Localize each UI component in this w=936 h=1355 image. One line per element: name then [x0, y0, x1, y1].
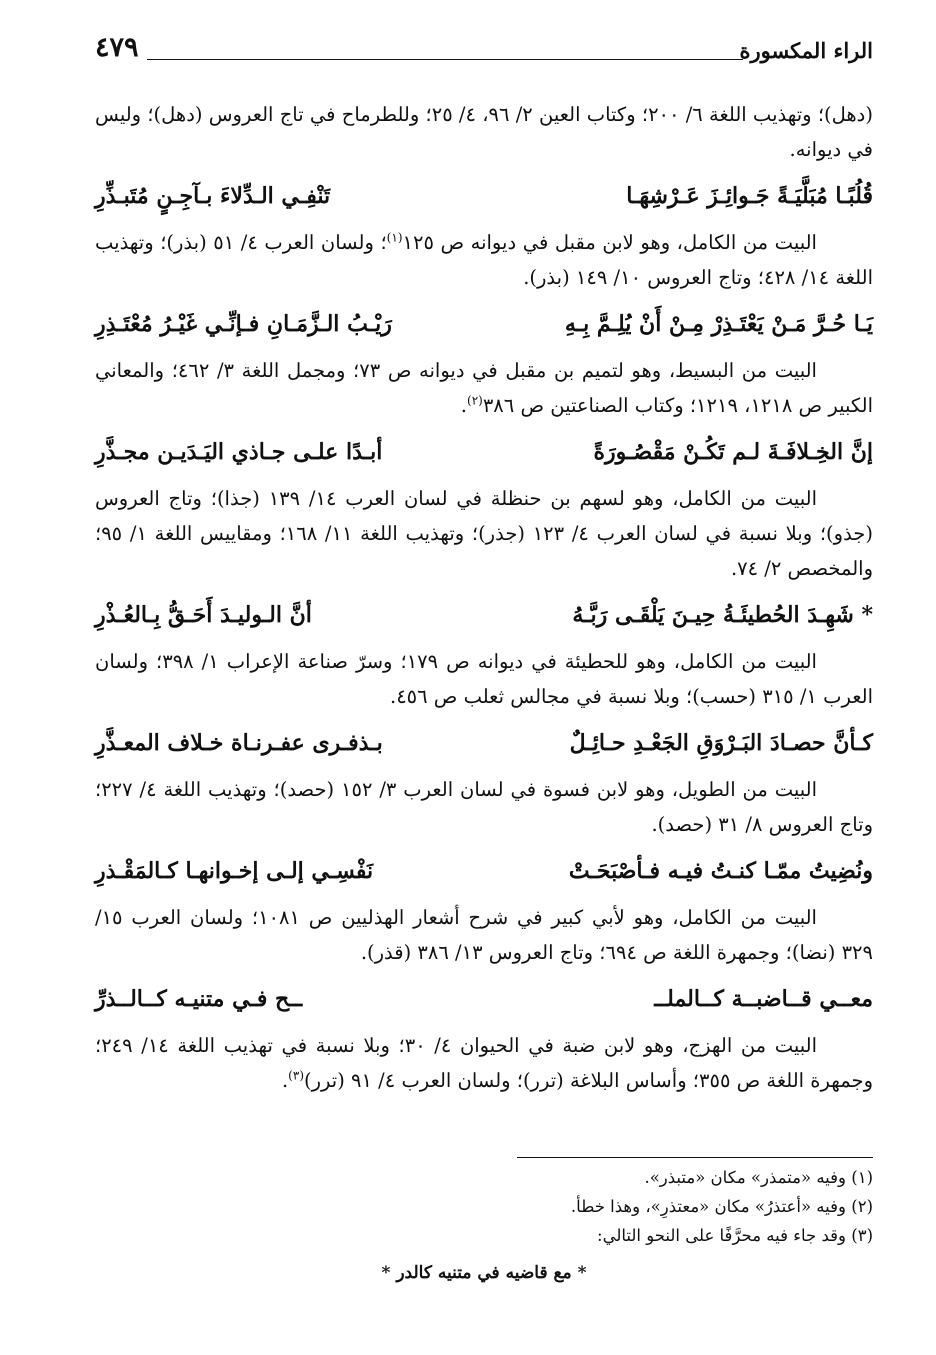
verse-second-hemistich: تَنْفِـي الـدِّلاءَ بـآجِـنٍ مُتَبـذِّرِ — [95, 183, 331, 209]
verse-second-hemistich: ــح فـي متنيـه كــالــذرِّ — [95, 986, 303, 1012]
source-paragraph — [95, 1028, 873, 1098]
verse-first-hemistich: إنَّ الخِـلافَـةَ لـم تَكُـنْ مَقْصُـورَةً — [593, 439, 873, 465]
verse-second-hemistich: نَفْسِـي إلـى إخـوانهـا كـالمَقْـذرِ — [95, 858, 374, 884]
footnote-verse: * مع قاضيه في متنيه كالدر * — [381, 1263, 587, 1283]
page-body — [95, 97, 873, 1098]
verse — [95, 167, 873, 225]
source-text: البيت من الكامل، وهو لابن مقبل في ديوانه ص ١٢٥ — [402, 231, 817, 254]
verse — [95, 842, 873, 900]
footnote-ref: (١) — [386, 230, 403, 245]
source-text: البيت من الهزج، وهو لابن ضبة في الحيوان ٤/ ٣٠؛ وبلا نسبة في تهذيب اللغة ١٤/ ٢٤٩؛ وجمهرة اللغة ص ٣٥٥؛ وأساس البلاغة (ترر)؛ ولسان العرب ٤/ ٩١ (ترر) — [95, 1034, 873, 1092]
source-paragraph: البيت من الطويل، وهو لابن فسوة في لسان العرب ٣/ ١٥٢ (حصد)؛ وتهذيب اللغة ٤/ ٢٢٧؛ وتاج العروس ٨/ ٣١ (حصد). — [95, 778, 873, 836]
verse-first-hemistich: قُلُبًـا مُبَلَّيَـةً جَـوائِـزَ عَـرْشِهَـا — [626, 183, 873, 209]
source-paragraph: (دهل)؛ وتهذيب اللغة ٦/ ٢٠٠؛ وكتاب العين ٢/ ٩٦، ٤/ ٢٥؛ وللطرماح في تاج العروس (دهل)؛ وليس في ديوانه. — [95, 103, 873, 161]
footnote: (٣) وقد جاء فيه محرَّفًا على النحو التالي: — [597, 1226, 873, 1245]
footnote-rule — [517, 1157, 873, 1158]
source-paragraph — [95, 225, 873, 295]
source-text: . — [460, 394, 467, 417]
verse-second-hemistich: بـذفـرى عفـرنـاة خـلاف المعـذَّرِ — [95, 730, 383, 756]
verse — [95, 423, 873, 481]
page-number: ٤٧٩ — [95, 32, 139, 63]
footnotes — [95, 1163, 873, 1290]
verse-second-hemistich: أنَّ الـوليـدَ أَحَـقُّ بِـالعُـذْرِ — [95, 602, 312, 628]
verse-first-hemistich: يَـا حُـرَّ مَـنْ يَعْتَـذِرْ مِـنْ أَنْ يُلِـمَّ بِـهِ — [564, 311, 873, 337]
source-text: . — [281, 1069, 289, 1092]
page-header — [95, 32, 873, 76]
verse-first-hemistich: * شَهِـدَ الحُطيئَـةُ حِيـنَ يَلْقَـى رَبَّـهُ — [572, 602, 873, 628]
footnote: (١) وفيه «متمذر» مكان «متبذر». — [644, 1168, 873, 1187]
footnote-ref: (٢) — [467, 393, 483, 408]
source-paragraph — [95, 353, 873, 423]
verse — [95, 714, 873, 772]
footnote-ref: (٣) — [288, 1068, 304, 1083]
verse-first-hemistich: كـأنَّ حصـادَ البَـرْوَقِ الجَعْـدِ حـائِـلٌ — [569, 730, 873, 756]
verse-first-hemistich: ونُضِيتُ ممّـا كنـتُ فيـه فـأصْبَحَـتْ — [568, 858, 873, 884]
source-paragraph: البيت من الكامل، وهو للحطيئة في ديوانه ص ١٧٩؛ وسرّ صناعة الإعراب ١/ ٣٩٨؛ ولسان العرب ١/ ٣١٥ (حسب)؛ وبلا نسبة في مجالس ثعلب ص ٤٥٦. — [95, 650, 873, 708]
source-text: ؛ ولسان العرب ٤/ ٥١ (بذر)؛ وتهذيب اللغة ١٤/ ٤٢٨؛ وتاج العروس ١٠/ ١٤٩ (بذر). — [95, 231, 873, 289]
verse — [95, 586, 873, 644]
source-paragraph: البيت من الكامل، وهو لأبي كبير في شرح أشعار الهذليين ص ١٠٨١؛ ولسان العرب ١٥/ ٣٢٩ (نضا)؛ وجمهرة اللغة ص ٦٩٤؛ وتاج العروس ١٣/ ٣٨٦ (قذر). — [95, 906, 873, 964]
footnote: (٢) وفيه «أعتذرُ» مكان «معتذرِ»، وهذا خطأ. — [570, 1197, 873, 1216]
verse-second-hemistich: أبـدًا علـى جـاذي اليَـدَيـن مجـذَّرِ — [95, 439, 383, 465]
source-paragraph: البيت من الكامل، وهو لسهم بن حنظلة في لسان العرب ١٤/ ١٣٩ (جذا)؛ وتاج العروس (جذو)؛ وبلا نسبة في لسان العرب ٤/ ١٢٣ (جذر)؛ وتهذيب اللغة ١١/ ١٦٨؛ ومقاييس اللغة ١/ ٩٥؛ والمخصص ٢/ ٧٤. — [95, 487, 873, 580]
verse — [95, 295, 873, 353]
verse-second-hemistich: رَيْـبُ الـزَّمَـانِ فـإنِّـي غَيْـرُ مُعْتَـذِرِ — [95, 311, 392, 337]
running-title: الراء المكسورة — [739, 38, 873, 63]
source-text: البيت من البسيط، وهو لتميم بن مقبل في ديوانه ص ٧٣؛ ومجمل اللغة ٣/ ٤٦٢؛ والمعاني الكبير ص ١٢١٨، ١٢١٩؛ وكتاب الصناعتين ص ٣٨٦ — [95, 359, 873, 417]
verse-first-hemistich: معــي قــاضبــة كــالملــ — [654, 986, 873, 1012]
header-rule — [147, 59, 743, 60]
verse — [95, 970, 873, 1028]
